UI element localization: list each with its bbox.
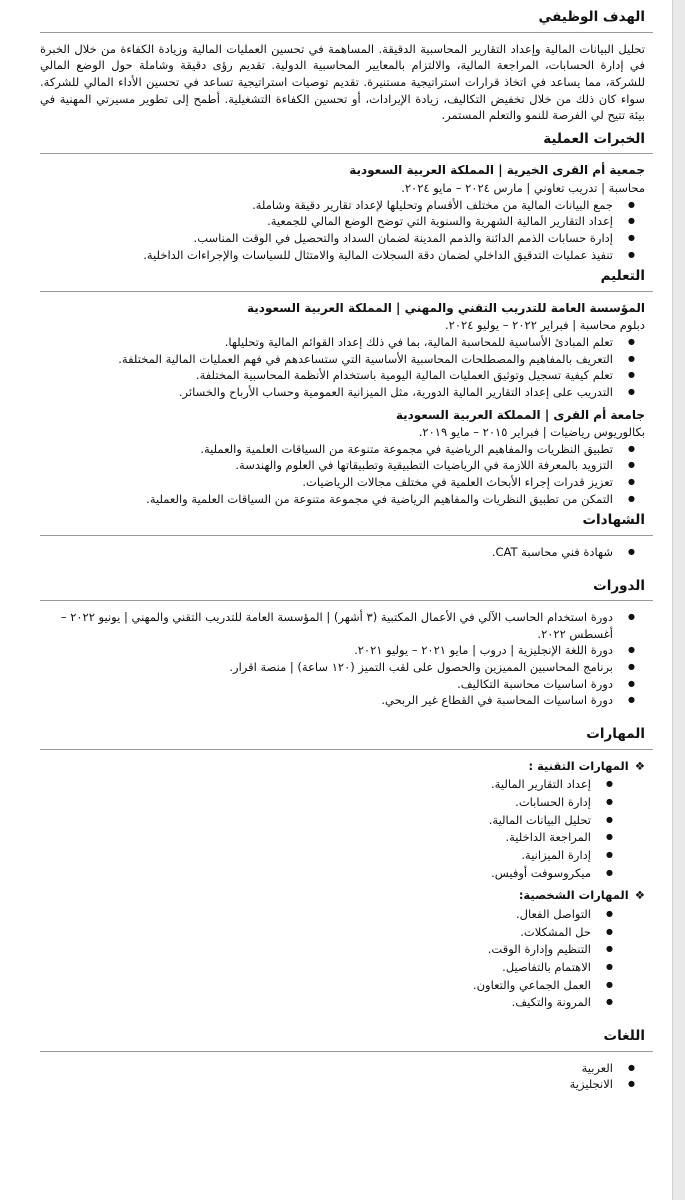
list-item: ● شهادة فني محاسبة CAT. [40,544,613,561]
list-item: ● دورة استخدام الحاسب الآلي في الأعمال المكتبية (٣ أشهر) | المؤسسة العامة للتدريب التقني والمهني | يونيو ٢٠٢٢ – أغسطس ٢٠٢٢. [40,609,613,642]
skills-title: المهارات [586,726,645,743]
edu-meta: بكالوريوس رياضيات | فبراير ٢٠١٥ – مايو ٢٠١٩. [418,424,645,439]
divider [40,600,653,601]
divider [40,749,653,750]
divider [40,153,653,154]
edu-org: جامعة أم القرى | المملكة العربية السعودية [395,407,645,422]
objective-text: تحليل البيانات المالية وإعداد التقارير المحاسبية الدقيقة. المساهمة في تحسين العمليات المالية وزيادة الكفاءة من خلال الخبرة في إدارة الحسابات، المراجعة المالية، والالتزام بالمعايير المحاسبية الدولية. تقديم رؤى دقيقة وشاملة حول الوضع المالي للشركة، مما يساعد في اتخاذ قرارات استراتيجية مستنيرة. تقديم توصيات استراتيجية تساعد في تحسين الأداء المالي للشركة. سواء كان ذلك من خلال تخفيض التكاليف، زيادة الإيرادات، أو تحسين الكفاءة التشغيلية. أطمح إلى تطوير مسيرتي المهنية في بيئة تتيح لي الفرصة للنمو والتعلم المستمر. [40,41,645,123]
languages-title: اللغات [603,1028,645,1045]
list-item: ● تطبيق النظريات والمفاهيم الرياضية في مجموعة متنوعة من السياقات العلمية والعملية. [40,441,613,458]
courses-list [40,609,653,709]
divider [40,1051,653,1052]
divider [40,535,653,536]
list-item: ● التزويد بالمعرفة اللازمة في الرياضيات التطبيقية وتطبيقاتها في العلوم والهندسة. [40,457,613,474]
list-item: ● إدارة الحسابات. [40,794,591,811]
diamond-star-icon: ❖ [634,758,645,773]
list-item: ● التمكن من تطبيق النظريات والمفاهيم الرياضية في مجموعة متنوعة من السياقات العلمية والعملية. [40,491,613,508]
personal-skills-list [40,906,653,1011]
education-title: التعليم [600,268,645,285]
job-bullets [40,197,653,264]
job-org: جمعية أم القرى الخيرية | المملكة العربية السعودية [349,163,645,178]
education-section [40,267,653,507]
list-item: ● التدريب على إعداد التقارير المالية الدورية، مثل الميزانية العمومية وحساب الأرباح والخسائر. [40,384,613,401]
certificates-title: الشهادات [582,512,645,529]
list-item: ● الاهتمام بالتفاصيل. [40,959,591,976]
list-item: ● إدارة حسابات الذمم الدائنة والذمم المدينة لضمان السداد والتحصيل في الوقت المناسب. [40,230,613,247]
certificates-list [40,544,653,561]
list-item: ● المراجعة الداخلية. [40,829,591,846]
list-item: ● الانجليزية [40,1076,613,1093]
list-item: ● إدارة الميزانية. [40,847,591,864]
list-item: ● العربية [40,1060,613,1077]
objective-title: الهدف الوظيفي [538,9,645,25]
certificates-section [40,511,653,572]
list-item: ● حل المشكلات. [40,924,591,941]
personal-skills-title: ❖المهارات الشخصية: [518,888,645,903]
list-item: ● برنامج المحاسبين المميزين والحصول على لقب التميز (١٢٠ ساعة) | منصة اقرار. [40,659,613,676]
list-item: ● إعداد التقارير المالية. [40,776,591,793]
languages-list [40,1060,653,1093]
edu-org: المؤسسة العامة للتدريب التقني والمهني | المملكة العربية السعودية [247,300,645,315]
list-item: ● العمل الجماعي والتعاون. [40,977,591,994]
technical-skills-list [40,776,653,881]
list-item: ● تحليل البيانات المالية. [40,812,591,829]
list-item: ● دورة اساسيات المحاسبة في القطاع غير الربحي. [40,692,613,709]
courses-section [40,577,653,722]
list-item: ● المرونة والتكيف. [40,994,591,1011]
objective-section [40,8,653,124]
list-item: ● دورة اساسيات محاسبة التكاليف. [40,676,613,693]
skills-section [40,725,653,1023]
experience-title: الخبرات العملية [543,130,645,147]
languages-section [40,1027,653,1093]
list-item: ● التعريف بالمفاهيم والمصطلحات المحاسبية الأساسية التي ستساعدهم في فهم العمليات المالية المختلفة. [40,351,613,368]
diamond-star-icon: ❖ [634,888,645,903]
list-item: ● إعداد التقارير المالية الشهرية والسنوية التي توضح الوضع المالي للجمعية. [40,213,613,230]
experience-section [40,130,653,263]
courses-title: الدورات [593,577,645,594]
job-meta: محاسبة | تدريب تعاوني | مارس ٢٠٢٤ – مايو ٢٠٢٤. [401,180,645,195]
list-item: ● تنفيذ عمليات التدقيق الداخلي لضمان دقة السجلات المالية والامتثال للسياسات والإجراءات الداخلية. [40,247,613,264]
divider [40,32,653,33]
edu-bullets [40,441,653,508]
divider [40,291,653,292]
list-item: ● تعزيز قدرات إجراء الأبحاث العلمية في مختلف مجالات الرياضيات. [40,474,613,491]
edu-meta: دبلوم محاسبة | فبراير ٢٠٢٢ – يوليو ٢٠٢٤. [445,318,645,333]
list-item: ● دورة اللغة الإنجليزية | دروب | مايو ٢٠٢١ – يوليو ٢٠٢١. [40,642,613,659]
page-edge [672,0,685,1200]
list-item: ● ميكروسوفت أوفيس. [40,865,591,882]
list-item: ● تعلم المبادئ الأساسية للمحاسبة المالية، بما في ذلك إعداد القوائم المالية وتحليلها. [40,334,613,351]
list-item: ● جمع البيانات المالية من مختلف الأقسام وتحليلها لإعداد تقارير دقيقة وشاملة. [40,197,613,214]
list-item: ● تعلم كيفية تسجيل وتوثيق العمليات المالية اليومية باستخدام الأنظمة المحاسبية المختلفة. [40,367,613,384]
list-item: ● التنظيم وإدارة الوقت. [40,941,591,958]
edu-bullets [40,334,653,401]
list-item: ● التواصل الفعال. [40,906,591,923]
technical-skills-title: ❖المهارات التقنية : [528,758,645,773]
